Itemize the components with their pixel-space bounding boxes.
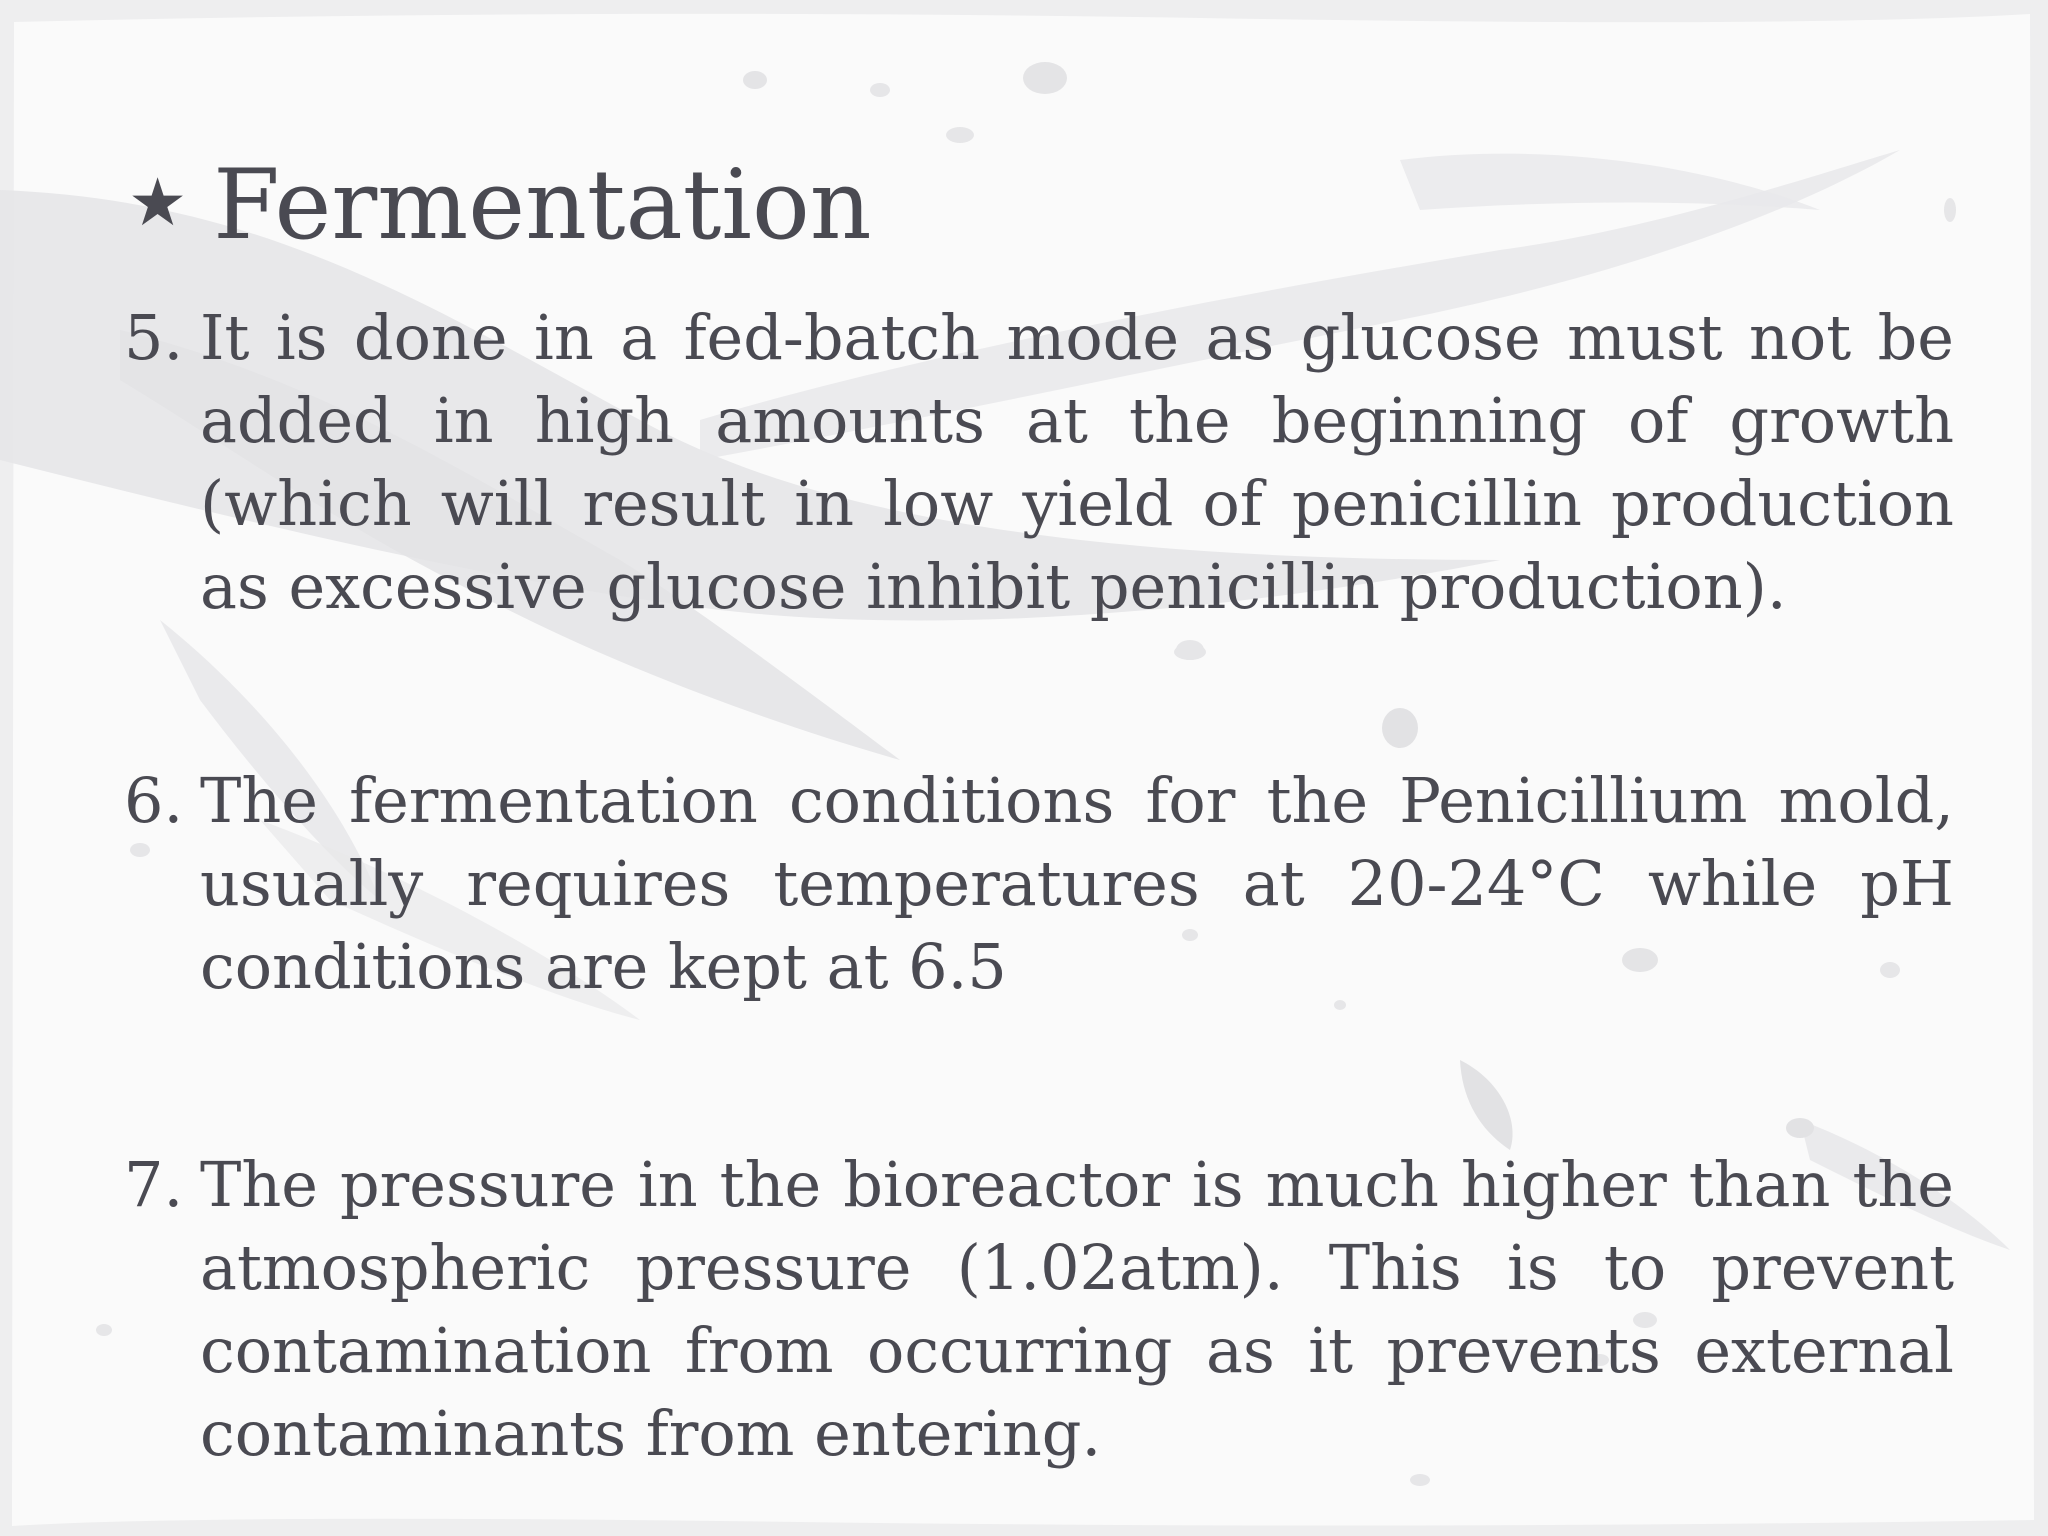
list-item-text: It is done in a fed-batch mode as glucose must not be added in high amounts at the beginning of growth (which will result in low yield of penicillin production as excessive glucose inhibit penicillin production). — [200, 301, 1954, 623]
list-item-text: The fermentation conditions for the Penicillium mold, usually requires temperatures at 20-24°C while pH conditions are kept at 6.5 — [200, 764, 1954, 1003]
list-item — [124, 759, 1954, 1008]
star-icon: ★ — [128, 164, 188, 241]
list-item-number: 6. — [124, 764, 184, 837]
list-item-number: 7. — [124, 1148, 184, 1221]
slide-title-text: Fermentation — [213, 149, 872, 261]
list-item-number: 5. — [124, 301, 184, 374]
slide-title — [128, 150, 872, 260]
list-item — [124, 1143, 1954, 1475]
list-item — [124, 296, 1954, 628]
list-item-text: The pressure in the bioreactor is much higher than the atmospheric pressure (1.02atm). This is to prevent contamination from occurring as it prevents external contaminants from entering. — [200, 1148, 1954, 1470]
